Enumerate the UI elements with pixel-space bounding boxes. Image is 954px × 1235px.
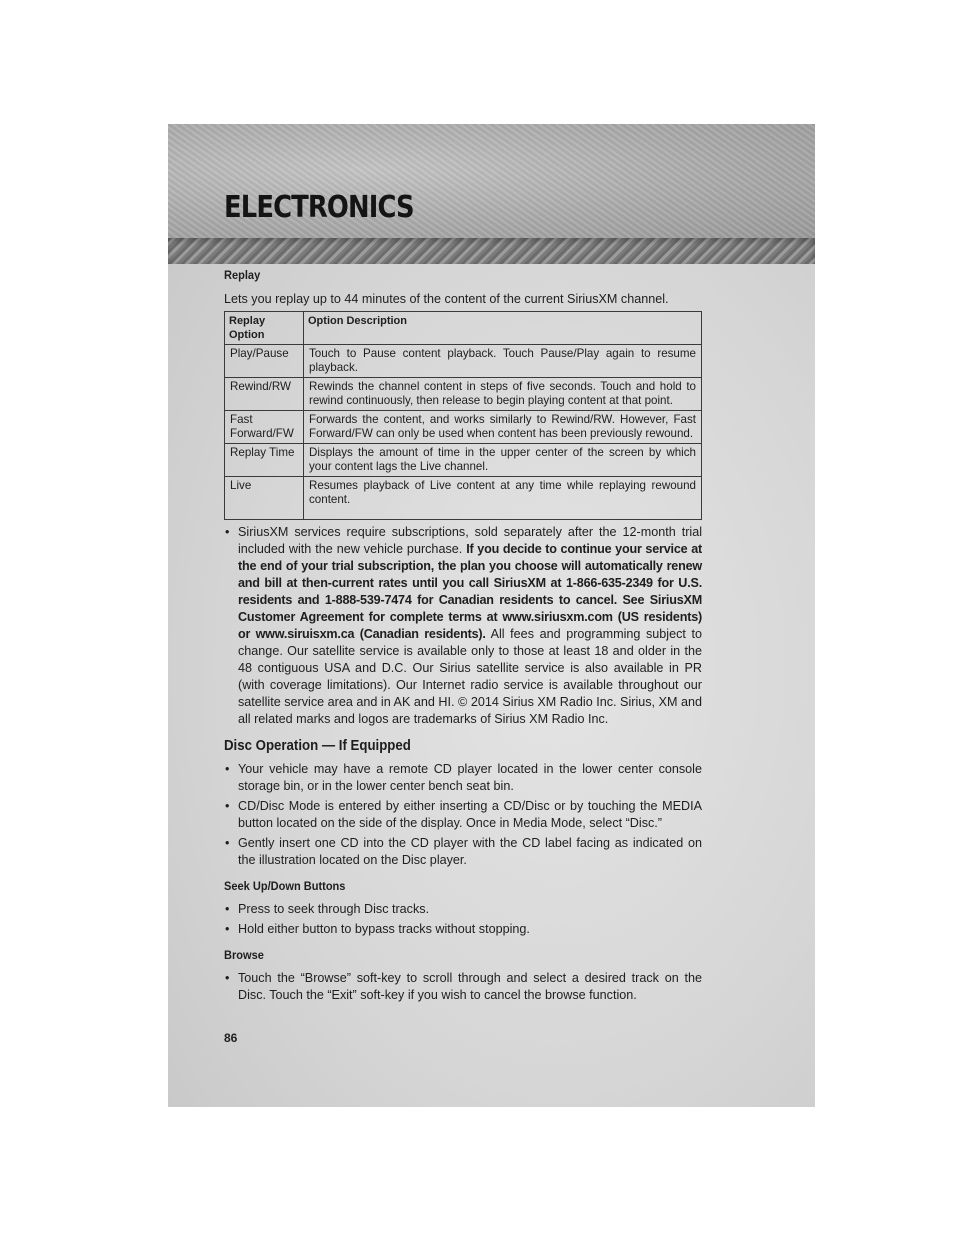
seek-bullet-list: [224, 901, 702, 938]
header-stripe: [168, 238, 815, 264]
replay-heading: Replay: [224, 268, 261, 282]
table-row: [225, 444, 702, 477]
siriusxm-note-list: [224, 524, 702, 728]
replay-intro: Lets you replay up to 44 minutes of the content of the current SiriusXM channel.: [224, 292, 669, 306]
note-text: SiriusXM services require subscriptions, sold separately after the 12-month trial included with the new vehicle purchase.: [238, 525, 702, 556]
list-item: • Hold either button to bypass tracks without stopping.: [224, 921, 702, 938]
description-cell: Touch to Pause content playback. Touch Pause/Play again to resume playback.: [304, 345, 702, 378]
table-row: [225, 345, 702, 378]
option-cell: Rewind/RW: [225, 378, 304, 411]
description-cell: Resumes playback of Live content at any time while replaying rewound content.: [304, 477, 702, 520]
list-item: • Press to seek through Disc tracks.: [224, 901, 702, 918]
seek-heading: Seek Up/Down Buttons: [224, 879, 346, 893]
page-number: 86: [224, 1031, 238, 1045]
option-cell: Live: [225, 477, 304, 520]
siriusxm-note: [224, 524, 702, 728]
description-cell: Rewinds the channel content in steps of five seconds. Touch and hold to rewind continuously, then release to begin playing content at that point.: [304, 378, 702, 411]
page-content: [224, 267, 702, 1004]
browse-bullet-list: [224, 970, 702, 1004]
table-row: [225, 411, 702, 444]
list-item: • CD/Disc Mode is entered by either inserting a CD/Disc or by touching the MEDIA button located on the side of the display. Once in Media Mode, select “Disc.”: [224, 798, 702, 832]
replay-options-table: [224, 311, 702, 520]
section-header-banner: [168, 124, 815, 238]
column-header-description: Option Description: [304, 312, 702, 345]
disc-section-title: Disc Operation — If Equipped: [224, 738, 411, 754]
list-item: • Touch the “Browse” soft-key to scroll through and select a desired track on the Disc. Touch the “Exit” soft-key if you wish to cancel the browse function.: [224, 970, 702, 1004]
table-row: [225, 477, 702, 520]
manual-page: [168, 124, 815, 1107]
option-cell: Play/Pause: [225, 345, 304, 378]
description-cell: Forwards the content, and works similarly to Rewind/RW. However, Fast Forward/FW can only be used when content has been previously rewound.: [304, 411, 702, 444]
column-header-option: Replay Option: [225, 312, 304, 345]
list-item: • Gently insert one CD into the CD player with the CD label facing as indicated on the illustration located on the Disc player.: [224, 835, 702, 869]
note-text-end: All fees and programming subject to change. Our satellite service is available only to those at least 18 and older in the 48 contiguous USA and D.C. Our Sirius satellite service is also available in PR (with coverage limitations). Our Internet radio service is available throughout our satellite service area and in AK and HI. © 2014 Sirius XM Radio Inc. Sirius, XM and all related marks and logos are trademarks of Sirius XM Radio Inc.: [238, 627, 702, 726]
table-row: [225, 378, 702, 411]
browse-heading: Browse: [224, 948, 264, 962]
option-cell: Replay Time: [225, 444, 304, 477]
list-item: • Your vehicle may have a remote CD player located in the lower center console storage bin, or in the lower center bench seat bin.: [224, 761, 702, 795]
table-header-row: [225, 312, 702, 345]
note-bold-text: If you decide to continue your service at the end of your trial subscription, the plan you choose will automatically renew and bill at then-current rates until you call SiriusXM at 1-866-635-2349 for U.S. residents and 1-888-539-7474 for Canadian residents to cancel. See SiriusXM Customer Agreement for complete terms at www.siriusxm.com (US residents) or www.siruisxm.ca (Canadian residents).: [238, 542, 703, 641]
description-cell: Displays the amount of time in the upper center of the screen by which your content lags the Live channel.: [304, 444, 702, 477]
disc-bullet-list: [224, 761, 702, 869]
option-cell: Fast Forward/FW: [225, 411, 304, 444]
section-title: ELECTRONICS: [224, 190, 414, 225]
